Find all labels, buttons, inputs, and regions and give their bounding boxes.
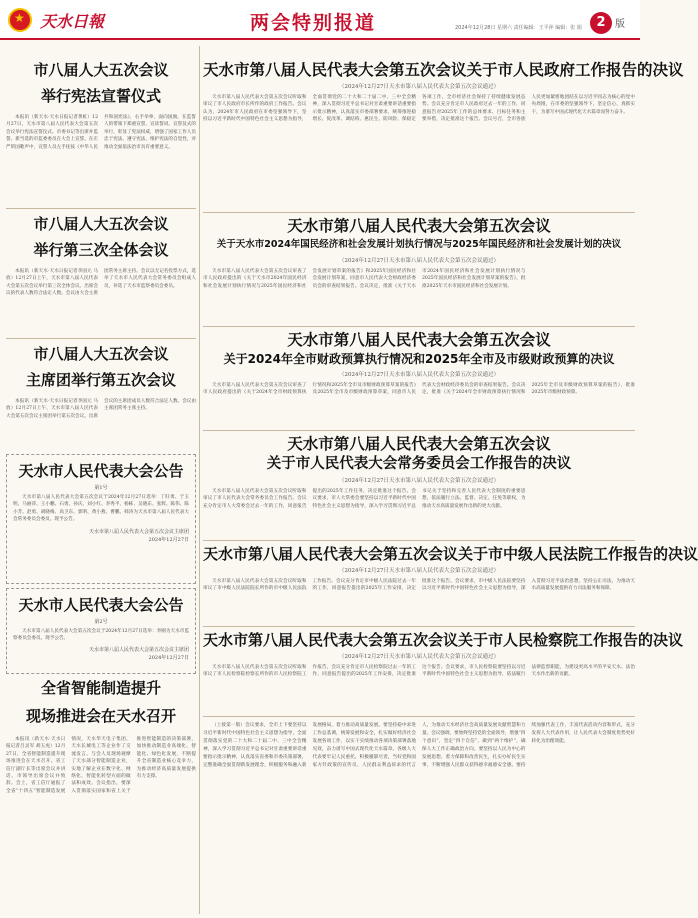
resolution-body: 天水市第八届人民代表大会第五次会议听取和审议了市人民政府市长所作的政府工作报告。会议认为，2024年市人民政府在市委坚强领导下，坚持以习近平新时代中国特色社会主义思想为指导，全面贯彻党的二十大和二十届二中、三中全会精神，深入贯彻习近平总书记对甘肃重要讲话重要指示批示精神，认真落实市委部署要求，统筹推进稳增长、促改革、调结构、惠民生、防风险、保稳定各项工作，全市经济社会保持了持续健康发展态势。会议充分肯定市人民政府过去一年的工作，同意报告对2025年工作的总体要求、目标任务和主要举措，决定批准这个报告。会议号召，全市各族人民更加紧密地团结在以习近平同志为核心的党中央周围，在市委的坚强领导下，坚定信心、真抓实干，为谱写中国式现代化天水篇章而努力奋斗。 — [203, 95, 635, 123]
headline-line1: 市八届人大五次会议 — [33, 345, 169, 363]
announcement-signer: 天水市第八届人民代表大会第五次会议主席团 — [88, 646, 189, 653]
divider — [203, 326, 635, 327]
headline-line2: 举行第三次全体会议 — [33, 241, 169, 259]
divider — [203, 540, 635, 541]
resolution-title-line1: 天水市第八届人民代表大会第五次会议 — [287, 217, 551, 235]
national-emblem-icon — [8, 8, 32, 32]
announcement-signer: 天水市第八届人民代表大会第五次会议主席团 — [88, 528, 189, 535]
divider — [6, 338, 196, 339]
continued-article — [203, 722, 635, 914]
announcement-2 — [6, 588, 196, 674]
headline-line2: 举行宪法宣誓仪式 — [40, 87, 161, 105]
announcement-body: 天水市第八届人民代表大会第五次会议于2024年12月27日选举：丁旺勇、于玉明、马丽萍、王小鹏、石勇、孙庆、刘小红、李秀平、杨栋、吴晓东、张辉、陈伟、陈小芳、赵勇、胡晓梅、高卫东、郭明、黄小燕、曹鹏、韩涛为天水市第八届人民代表大会常务委员会委员。现予公告。 — [13, 495, 189, 523]
article-third-plenary — [6, 214, 196, 334]
resolution-procuratorate — [203, 630, 684, 714]
article-constitution-oath — [6, 60, 196, 200]
article-smart-manufacturing — [6, 678, 196, 914]
resolution-subtitle: （2024年12月27日天水市第八届人民代表大会第五次会议通过） — [339, 372, 499, 378]
resolution-body: 天水市第八届人民代表大会第五次会议审查了市人民政府提出的《关于天水市2024年国民经济和社会发展计划执行情况与2025年国民经济和社会发展计划草案的报告》和2025年国民经济和社会发展计划草案，同意市人民代表大会财政经济委员会的审查结果报告。会议决定，批准《关于天水市2024年国民经济和社会发展计划执行情况与2025年国民经济和社会发展计划草案的报告》，批准2025年天水市国民经济和社会发展计划。 — [203, 269, 526, 289]
announcement-body: 天水市第八届人民代表大会第五次会议于2024年12月27日选举：李刚为天水市监察委员会委员。现予公告。 — [13, 629, 189, 642]
divider — [203, 626, 635, 627]
resolution-subtitle: （2024年12月27日天水市第八届人民代表大会第五次会议通过） — [339, 84, 499, 90]
continued-body: （上接第一版）会议要求，全市上下要坚持以习近平新时代中国特色社会主义思想为指导，全面贯彻落实党的二十大和二十届二中、三中全会精神，深入学习贯彻习近平总书记对甘肃重要讲话重要指示批示精神，认真落实省委和市委决策部署，完整准确全面贯彻新发展理念，积极服务和融入新发展格局，着力推动高质量发展。要坚持稳中求进工作总基调，统筹发展和安全，扎实做好经济社会发展各项工作，以实干实绩推动各项决策部署落地见效，奋力谱写中国式现代化天水篇章。各级人大代表要牢记人民重托，积极履职尽责，当好党和国家方针政策的宣传员、人民群众利益诉求的代言人，为推动天水经济社会高质量发展贡献智慧和力量。会议强调，要始终坚持党的全面领导，增强“四个意识”，坚定“四个自信”，做到“两个维护”，确保人大工作正确政治方向。要坚持以人民为中心的发展思想，着力保障和改善民生，扎实办好民生实事，不断增强人民群众获得感幸福感安全感。要持续加强代表工作，丰富代表活动内容和形式，充分发挥人大代表作用，让人民代表大会制度优势更好转化为治理效能。 — [203, 723, 635, 768]
resolution-title: 天水市第八届人民代表大会第五次会议关于市人民检察院工作报告的决议 — [203, 631, 684, 649]
resolution-title: 天水市第八届人民代表大会第五次会议关于市中级人民法院工作报告的决议 — [203, 545, 698, 563]
page-number: 2 — [590, 12, 612, 34]
resolution-body: 天水市第八届人民代表大会第五次会议听取和审议了市中级人民法院院长所作的市中级人民法院工作报告。会议充分肯定市中级人民法院过去一年的工作，同意报告提出的2025年工作安排，决定批准这个报告。会议要求，市中级人民法院要坚持以习近平新时代中国特色社会主义思想为指导，深入贯彻习近平法治思想，坚持公正司法，为推动天水高质量发展提供有力司法服务和保障。 — [203, 579, 635, 592]
left-column — [6, 46, 196, 914]
headline-line1: 市八届人大五次会议 — [33, 61, 169, 79]
article-body: 本报讯（新天水·天水日报记者吕灵军 胡玉虎）12月27日，全省智能制造提升现场推进会在天水召开。省工信厅副厅长等出席会议并讲话。市领导出席会议并致辞。会上，省工信厅通报了全省“十四五”智能制造发展情况，天水华天电子集团、天水长城电工等企业作了交流发言。与会人员现场观摩了天水部分智能制造企业，实地了解企业在数字化、网络化、智能化转型方面的做法和成效。会议指出，要深入贯彻落实国家和省上关于推进智能制造的决策部署，加快推动制造业高端化、智能化、绿色化发展，不断提升全省制造业核心竞争力，为推动经济高质量发展提供有力支撑。 — [6, 737, 196, 794]
resolution-title-line1: 天水市第八届人民代表大会第五次会议 — [287, 331, 551, 349]
headline-line1: 市八届人大五次会议 — [33, 215, 169, 233]
section-title: 两会特别报道 — [250, 12, 377, 34]
headline-line2: 主席团举行第五次会议 — [25, 371, 176, 389]
resolution-subtitle: （2024年12月27日天水市第八届人民代表大会第五次会议通过） — [339, 654, 499, 660]
page-label: 版 — [615, 19, 625, 30]
resolution-body: 天水市第八届人民代表大会第五次会议听取和审议了市人民检察院检察长所作的市人民检察院工作报告。会议充分肯定市人民检察院过去一年的工作，同意报告提出的2025年工作安排，决定批准这个报告。会议要求，市人民检察院要坚持以习近平新时代中国特色社会主义思想为指导，依法履行法律监督职能，为建设更高水平的平安天水、法治天水作出新的贡献。 — [203, 665, 635, 678]
resolution-title-line2: 关于市人民代表大会常务委员会工作报告的决议 — [266, 456, 572, 472]
announcement-title: 天水市人民代表大会公告 — [18, 462, 184, 480]
resolution-subtitle: （2024年12月27日天水市第八届人民代表大会第五次会议通过） — [339, 258, 499, 264]
resolution-title: 天水市第八届人民代表大会第五次会议关于市人民政府工作报告的决议 — [203, 61, 684, 79]
announcement-title: 天水市人民代表大会公告 — [18, 596, 184, 614]
resolution-fiscal-budget — [203, 330, 635, 426]
resolution-subtitle: （2024年12月27日天水市第八届人民代表大会第五次会议通过） — [339, 478, 499, 484]
divider — [6, 208, 196, 209]
paper-name: 天水日報 — [40, 12, 105, 31]
resolution-intermediate-court — [203, 544, 698, 624]
article-presidium — [6, 344, 196, 454]
article-body: 本报讯（新天水·天水日报记者李国元 马放）12月27日上午，天水市第八届人民代表大会第五次会议举行第三次全体会议。出席会议的代表人数符合法定人数。会议由大会主席团常务主席主持。会议以无记名投票方式，选举了天水市人民代表大会常务委员会组成人员，补选了天水市监察委员会委员。 — [6, 269, 196, 297]
resolution-subtitle: （2024年12月27日天水市第八届人民代表大会第五次会议通过） — [339, 568, 499, 574]
resolution-development-plan — [203, 216, 635, 324]
resolution-title-line2: 关于天水市2024年国民经济和社会发展计划执行情况与2025年国民经济和社会发展计划的决议 — [216, 239, 622, 250]
announcement-date: 2024年12月27日 — [148, 536, 189, 543]
announcement-date: 2024年12月27日 — [148, 654, 189, 661]
resolution-government-report — [203, 60, 684, 210]
article-body: 本报讯（新天水·天水日报记者李国元 马放）12月27日上午，天水市第八届人民代表大会第五次会议主席团举行第五次会议。出席会议的主席团成员人数符合法定人数。会议由主席团常务主席主持。 — [6, 399, 196, 419]
column-divider — [199, 46, 200, 914]
announcement-number: 第2号 — [94, 619, 108, 625]
announcement-number: 第1号 — [94, 485, 108, 491]
resolution-body: 天水市第八届人民代表大会第五次会议审查了市人民政府提出的《关于2024年全市财政预算执行情况和2025年全市及市级财政预算草案的报告》及2025年全市及市级财政预算草案，同意市人民代表大会财政经济委员会的审查结果报告。会议决定，批准《关于2024年全市财政预算执行情况和2025年全市及市级财政预算草案的报告》，批准2025年市级财政预算。 — [203, 383, 635, 396]
publication-info: 2024年12月28日 星期六 责任编辑：王平萍 编辑：张 娟 — [455, 25, 582, 31]
divider — [203, 430, 635, 431]
resolution-standing-committee — [203, 434, 635, 534]
right-column — [203, 46, 698, 914]
resolution-body: 天水市第八届人民代表大会第五次会议听取和审议了市人民代表大会常务委员会工作报告。会议充分肯定市人大常委会过去一年的工作，同意报告提出的2025年工作任务，决定批准这个报告。会议要求，市人大常委会要坚持以习近平新时代中国特色社会主义思想为指导，深入学习贯彻习近平总书记关于坚持和完善人民代表大会制度的重要思想，依法履行立法、监督、决定、任免等职权，为推动天水高质量发展作出新的更大贡献。 — [203, 489, 526, 509]
article-body: 本报讯（新天水·天水日报记者黄虹）12月27日，天水市第八届人民代表大会第五次会议举行宪法宣誓仪式。市委书记等出席并监誓。新当选的市监委委员在大会上宣誓。在庄严的国歌声中，宣誓人员左手抚按《中华人民共和国宪法》，右手举拳，面向国旗，在监誓人的带领下郑重宣誓，宣读誓词。宣誓仪式的举行，彰显了宪法权威，增强了国家工作人员忠于宪法、遵守宪法、维护宪法的自觉性，对推动全面依法治市具有重要意义。 — [6, 115, 196, 150]
headline-line1: 全省智能制造提升 — [40, 679, 161, 697]
masthead — [0, 0, 640, 40]
divider — [203, 716, 635, 717]
resolution-title-line2: 关于2024年全市财政预算执行情况和2025年全市及市级财政预算的决议 — [223, 352, 615, 366]
announcement-1 — [6, 454, 196, 584]
headline-line2: 现场推进会在天水召开 — [25, 707, 176, 725]
resolution-title-line1: 天水市第八届人民代表大会第五次会议 — [287, 435, 551, 453]
divider — [203, 212, 635, 213]
